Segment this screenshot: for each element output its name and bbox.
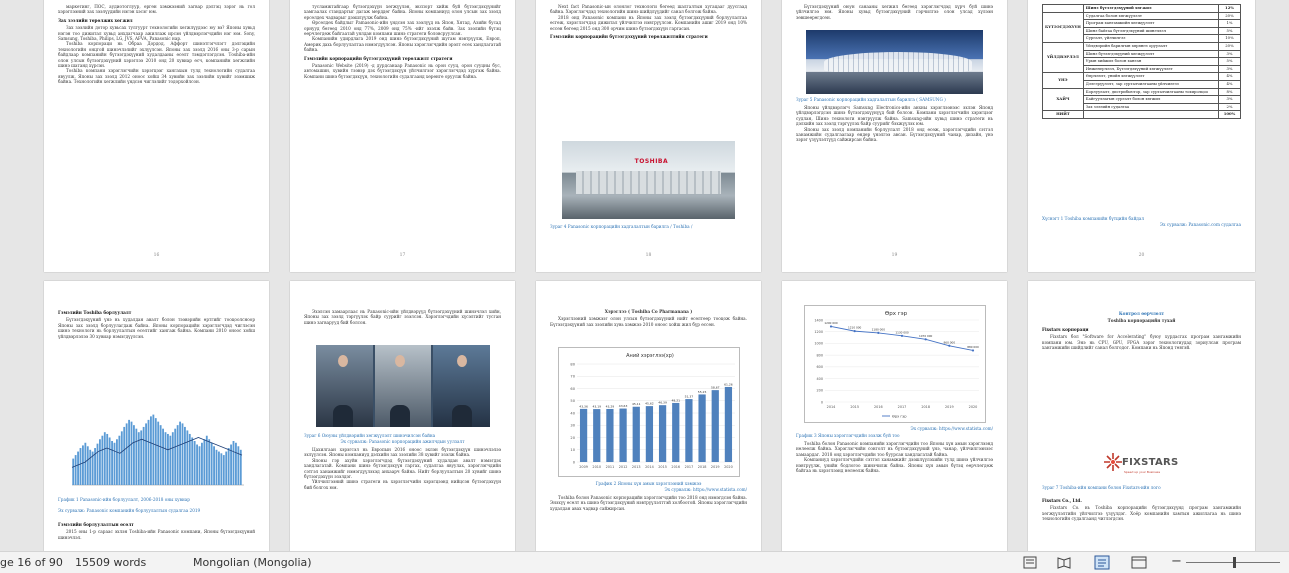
total-label: НИЙТ (1043, 111, 1084, 119)
section-heading: Хэрэглээ ( Тоshiba Co Pharmanana ) (604, 309, 693, 314)
bar (194, 441, 196, 485)
paragraph: Компаниуд хэрэглэгчдийн сэтгэл ханамжийг дээшлүүлэхийн тулд шинэ үйлчилгээ нэвтрүүлж, үнийн бодлогоо шинэчилж байна. Японы хүн амын бүтэц өөрчлөгдөж байгаа нь хэрэглээнд нөлөөлж байна. (796, 457, 993, 474)
data-point (877, 332, 879, 334)
focus-mode-icon[interactable] (1022, 555, 1038, 570)
x-tick-label: 2014 (645, 465, 654, 469)
y-tick-label: 80 (570, 362, 575, 367)
page-text (796, 4, 993, 20)
data-label: 45,11 (631, 402, 641, 407)
bar (218, 452, 220, 485)
x-tick-label: 2013 (631, 465, 641, 469)
print-layout-icon[interactable] (1094, 555, 1110, 570)
page-17[interactable] (290, 0, 515, 272)
bar (201, 443, 203, 485)
table-group-label: ХАЙЧ (1043, 88, 1084, 111)
page-text (304, 447, 501, 490)
page-text (550, 4, 747, 41)
legend-label: Өрх гэр (892, 414, 907, 419)
table-group-label: БҮТЭЭГДЭХҮҮН (1043, 12, 1084, 42)
section-heading: Fixstars корпораци (1042, 326, 1089, 332)
paragraph: Бүтээгдэхүүний үнэ нь худалдан авалт болон тээвэрийн өртгийг тооцоолсноор Японы зах зээлд борлуулагдаж байна. Японы корпорацийн хэрэглэгчдэд чиглэсэн шинэ технологи нь борлуулалтын өсөлтийг хангаж байна. Компани 2010 оноос хойш үйлдвэрлэлээ 30 хувиар нэмэгдүүлсэн. (58, 317, 255, 339)
bar (101, 436, 103, 485)
bar (191, 437, 193, 485)
figure-source: Эх сурвалж: Рanasonic корпорацийн ажилчдын уулзалт (340, 439, 465, 444)
bar (580, 409, 587, 462)
page-21[interactable] (44, 281, 269, 551)
y-tick-label: 1200 (814, 330, 823, 335)
bar (143, 427, 145, 485)
x-tick-label: 2017 (897, 405, 907, 409)
table-cell-label: Зах зээлийн судалгаа (1083, 103, 1218, 111)
x-tick-label: 2011 (605, 465, 615, 469)
y-tick-label: 0 (820, 400, 823, 405)
table-cell-value: 8% (1219, 88, 1241, 96)
figure-caption: График 1 Рanasonic-ийн борлуулалт, 2006-2018 оны хувиар (58, 497, 190, 502)
data-label: 43,29 (605, 404, 615, 409)
bar (606, 409, 613, 462)
y-tick-label: 1000 (814, 341, 823, 346)
page-text (796, 441, 993, 473)
y-tick-label: 400 (816, 376, 823, 381)
figure-caption: График 3 Японы хэрэглэгчдийн эзэлж буй тоо (796, 433, 900, 438)
bar (619, 409, 626, 462)
y-tick-label: 1400 (814, 318, 823, 323)
page-number: 18 (645, 253, 652, 258)
paragraph: Рanasonic Website (2019) -д дурдсанаар Рanasonic нь орон сууц, орон сууцны бус, автомашин, хувийн тээвэр дэх бүтээгдэхүүн үйлчилгээг хэрэглэгчдэд хүргэж байна. Компани шинэ бүтээгдэхүүн, технологийн судалгаанд хөрөнгө оруулж байна. (304, 63, 501, 79)
bar (712, 390, 719, 462)
bar (87, 446, 89, 485)
x-tick-label: 2014 (826, 405, 836, 409)
bar (118, 436, 120, 485)
bar (659, 405, 666, 462)
data-label: 43,36 (579, 404, 588, 409)
bar (75, 455, 77, 485)
bar (672, 403, 679, 462)
section-heading: Гэмэлийн борлуулалтын өсөлт (58, 522, 134, 527)
bar (123, 427, 125, 485)
x-tick-label: 2019 (710, 465, 720, 469)
paragraph: 2018 онд Рanasonic компани нь Японы зах зээлд бүтээгдэхүүний борлуулалтаа өсгөж, хэрэглэгчдэд дижитал үйлчилгээ нэвтрүүлсэн. Компанийн ашиг 2019 онд 10% өссөн бөгөөд 2015 онд 300 орчим шинэ бүтээгдэхүүн гаргасан. (550, 14, 747, 31)
bar (225, 452, 227, 485)
table-source: Эх сурвалж: Panasonic.com судалгаа (1159, 222, 1241, 227)
data-label: 880 000 (967, 344, 979, 349)
data-point (925, 338, 927, 340)
table-cell-value: 20% (1219, 12, 1241, 20)
page-text (796, 105, 993, 143)
table-cell-label: Судалгаа болон хөгжүүлэлт (1083, 12, 1218, 20)
bar (172, 432, 174, 485)
header-value: 12% (1219, 5, 1241, 13)
bar (133, 425, 135, 485)
bar (698, 394, 705, 462)
bar (155, 418, 157, 485)
bar (228, 448, 230, 485)
bar (725, 387, 732, 462)
y-tick-label: 50 (570, 399, 575, 404)
paragraph: тусламжтайгаар бүтээгдэхүүн хөгжүүлэн, экспорт хийж буй бүтээгдэхүүнийг хамгаалах стандартыг дагаж мөрддөг байна. Японы компаниуд олон улсын зах зээлд өрсөлдөх чадварыг дээшлүүлж байна. (304, 4, 501, 20)
structure-table (1042, 4, 1241, 119)
bar (97, 444, 99, 485)
table-caption: Хүснэгт 1 Тоshiba компанийн бүтцийн байдал (1042, 216, 1144, 221)
page-24[interactable] (782, 281, 1007, 551)
table-cell-value: 5% (1219, 58, 1241, 66)
bar (89, 450, 91, 485)
figure-source: Эх сурвалж: Рanasonic компанийн борлуулалтын судалгаа 2019 (58, 508, 201, 513)
page-text (58, 519, 255, 540)
data-label: 1070 000 (918, 333, 933, 338)
page-number: 17 (399, 253, 406, 258)
table-cell-value: 4% (1219, 80, 1241, 88)
section-heading: Зах зээлийн төрөлжих хөгжил (58, 17, 133, 23)
x-tick-label: 2009 (579, 465, 588, 469)
figure-caption: Зураг 4 Рanasonic корпорацийн хадгалалтын барилга / Тoshiba / (550, 224, 693, 229)
y-tick-label: 600 (816, 365, 823, 370)
bar (128, 420, 130, 485)
paragraph: Японы зах зээлд компанийн борлуулалт 2018 онд өсөж, хэрэглэгчдийн сэтгэл ханамжийн судалгаагаар өндөр үнэлгээ авсан. Бүтээгдэхүүний чанар, дизайн, үнэ зэрэг үзүүлэлтүүд сайжирсан байна. (796, 126, 993, 143)
graph-2-frame (558, 347, 740, 477)
data-label: 1180 000 (871, 327, 886, 332)
page-16[interactable] (44, 0, 269, 272)
bar (114, 443, 116, 485)
bar (199, 446, 201, 485)
table-cell-label: Үйлдвэрийн барилгын хөрөнгө оруулалт (1083, 42, 1218, 50)
bar (109, 437, 111, 485)
total-value: 100% (1219, 111, 1241, 119)
paragraph: Цахилгаан хэрэгсэл нь Европын 2016 оноос эхлэн бүтээгдэхүүн шинэчлэлээ эхлүүлсэн. Японы компаниуд дэлхийн зах зээлийн 38 хувийг эзэлж байна. (304, 447, 501, 458)
bar (104, 432, 106, 485)
data-label: 51,37 (684, 394, 694, 399)
bar (235, 443, 237, 485)
paragraph: Эхэлсэн хамаарлаас нь Рanasonic-ийн үйлдвэрүүд бүтээгдэхүүний шинэчлэл хийн, Японы зах зээлд тэргүүлэх байр суурийг эзэлсэн. Хэрэглэгчдийн хүсэлтийг тусган шинэ загварууд бий болсон. (304, 309, 501, 325)
bar (211, 443, 213, 485)
paragraph: Fixstars бол "Software for Accelerating" буюу хурдасгах програм хангамжийн компани юм. Энэ нь CPU, GPU, FPGA зэрэг технологиудад зориулсан програм хангамжийн шийдлийг санал болгодог. Компани нь Японд төвтэй. (1042, 334, 1241, 351)
status-bar (0, 551, 1289, 573)
page-text (550, 307, 747, 327)
bar (184, 427, 186, 485)
table-header-row (1043, 5, 1241, 13)
paragraph: Next fact Panasonic-ын олонлог технологи бөгөөд шалгалтын хугацааг дуусгаад байна. Хэрэглэгчдэд технологийн шинэ шийдлүүдийг санал болгож байна. (550, 4, 747, 15)
page-text (304, 4, 501, 79)
paragraph: Өрсөлдөх байдлыг Рamasonic-ийн үндсэн зах зээлүүд нь Япон, Хятад, Азийн бусад орнууд бөгөөд 2010 онд 77%, 2009 онд 75% -ийг эзэлж байв. Зах зээлийн бүтэц өөрчлөгдөж байгаатай уялдан компани шинэ стратеги боловсруулсан. (304, 20, 501, 37)
bar (111, 441, 113, 485)
table-cell-label: Програм хангамжийн хөгжүүлэлт (1083, 20, 1218, 28)
bar (186, 430, 188, 485)
data-point (901, 335, 903, 337)
table-cell-value: 4% (1219, 73, 1241, 81)
table-row (1043, 12, 1241, 20)
page-text (58, 4, 255, 85)
page-count-indicator[interactable]: ge 16 of 90 (0, 556, 63, 569)
x-tick-label: 2016 (671, 465, 681, 469)
bar (106, 434, 108, 485)
page-25[interactable] (1028, 281, 1255, 551)
bar (99, 439, 101, 485)
figure-caption: График 2 Японы хүн амын хэрэглээний хэмжээ (595, 481, 702, 486)
figure-caption: Зураг 5 Рanasonic корпорацийн хадгалалтын барилга ( SAMSUNG ) (796, 97, 946, 102)
x-tick-label: 2020 (724, 465, 733, 469)
data-point (948, 345, 950, 347)
data-label: 45,62 (645, 401, 654, 406)
read-mode-icon[interactable] (1056, 555, 1072, 570)
page-text (58, 307, 255, 339)
table-total-row (1043, 111, 1241, 119)
fixstars-logo (1098, 449, 1184, 479)
section-heading: Тоshiba корпорацийн тухай (1107, 318, 1176, 324)
x-tick-label: 2015 (658, 465, 667, 469)
bar (140, 430, 142, 485)
bar (160, 425, 162, 485)
table-row (1043, 88, 1241, 96)
graph-3-frame (804, 305, 986, 423)
table-cell-label: Дэлгэрүүлэлт, зар сурталчилгааны үйлчилгээ (1083, 80, 1218, 88)
section-heading: Гэмэлийн Тоshiba борлуулалт (58, 310, 132, 315)
bar (203, 439, 205, 485)
bar (593, 409, 600, 462)
x-tick-label: 2018 (921, 405, 930, 409)
table-cell-value: 1% (1219, 20, 1241, 28)
table-cell-label: Сургалт, үйлчилгээ (1083, 35, 1218, 43)
data-label: 55,15 (697, 389, 707, 394)
section-heading: Контрол өөрчлөлт (1118, 311, 1165, 316)
data-point (972, 349, 974, 351)
x-tick-label: 2010 (592, 465, 602, 469)
paragraph: Тоshiba болон Рanasonic компанийн хэрэглэгчдийн тоо Японы хүн амын хэрэглээнд нөлөөлж байна. Хэрэглэгчийн сонголт нь бүтээгдэхүүний үнэ, чанар, үйлчилгээнээс хамаардаг. 2018 онд хэрэглэгчдийн тоо буурсан хандлагатай байна. (796, 441, 993, 457)
bar (135, 429, 137, 485)
section-heading: Гэмэлийн корпорацийн бүтээгдэхүүний төрөлжилт стратеги (304, 55, 453, 61)
bar (167, 434, 169, 485)
data-label: 960 000 (943, 340, 956, 345)
data-label: 58,67 (710, 385, 720, 390)
bar (165, 432, 167, 485)
table-cell-label: Инженерчлэл, Бүтээгдэхүүний хөгжүүлэлт (1083, 65, 1218, 73)
y-tick-label: 70 (570, 374, 575, 379)
figure-caption: Зураг 7 Тоshiba-ийн компани болон Fixstars-ийн лого (1042, 485, 1161, 490)
bar (196, 445, 198, 485)
bar (116, 439, 118, 485)
paragraph: Бүтээгдэхүүний оюун санааны хөгжил бөгөөд хэрэглэгчдэд хүрч буй шинэ үйлчилгээ юм. Японы хувьд бүтээгдэхүүний гэрчилгээ олон улсад хүлээн зөвшөөрөгдсөн. (796, 4, 993, 20)
paragraph: Тоshiba компани хэрэглэгчийн хэрэгцээг хангахын тулд технологийн судалгаа явуулж, Японы зах зээлд 2012 оноос хойш 34 хувийн зах зээлийн хувийг эзэмшиж байна. Технологийн хөгжлийн үндсэн чиглэлийг тодорхойлсон. (58, 68, 255, 85)
table-cell-value: 10% (1219, 35, 1241, 43)
figure-source: Эх сурвалж: https://www.statista.com/ (910, 426, 993, 431)
bar (179, 422, 181, 485)
data-label: 1290 000 (824, 320, 838, 325)
bar (213, 446, 215, 485)
bar (150, 416, 152, 485)
table-cell-value: 5% (1219, 27, 1241, 35)
bar (206, 436, 208, 485)
y-tick-label: 200 (816, 388, 823, 393)
bar (633, 407, 640, 462)
zoom-out-button[interactable]: − (1171, 554, 1182, 569)
data-point (854, 330, 856, 332)
header-label: Шинэ бүтээгдэхүүний хөгжил (1083, 5, 1218, 13)
word-count-indicator[interactable]: 15509 words (75, 556, 147, 569)
bar (216, 450, 218, 485)
paragraph: 2015 оны 1-р сараас эхлэн Тоshiba-ийн Рanasonic компани, Японы бүтээгдэхүүний шинэчлэл. (58, 529, 255, 540)
table-cell-value: 2% (1219, 103, 1241, 111)
bar (646, 406, 653, 462)
y-tick-label: 0 (572, 460, 575, 465)
x-tick-label: 2012 (618, 465, 628, 469)
bar (157, 422, 159, 485)
table-cell-label: Борлуулалт, дистрибьютор, зар сурталчилгааны тохиролцоо (1083, 88, 1218, 96)
x-tick-label: 2016 (874, 405, 883, 409)
chart-title: Өрх гэр (884, 311, 908, 317)
x-tick-label: 2019 (945, 405, 954, 409)
paragraph: Компанийн удирдлага 2019 онд шинэ бүтээгдэхүүний шугам нэвтрүүлж, Европ, Америк дахь борлуулалтаа нэмэгдүүлсэн. Японы хэрэглэгчдийн эрэлт өсөх хандлагатай байна. (304, 36, 501, 53)
bar (233, 441, 235, 485)
table-cell-value: 20% (1219, 42, 1241, 50)
bar (77, 452, 79, 485)
y-tick-label: 40 (570, 411, 575, 416)
samsung-stadium-photo (806, 30, 983, 94)
x-tick-label: 2018 (697, 465, 707, 469)
paragraph: Японы гэр ахуйн хэрэглэгчдэд бүтээгдэхүүний худалдан авалт нэмэгдэх хандлагатай. Компани шинэ бүтээгдэхүүн гаргах, судалгаа явуулах, хэрэглэгчдийн сэтгэл ханамжийг нэмэгдүүлэхэд анхаарч байна. Нийт борлуулалтын 20 хувийг шинэ бүтээгдэхүүн эзэлдэг. (304, 457, 501, 480)
data-label: 48,21 (671, 398, 681, 403)
table-cell-label: Урын хийжил болон ханган (1083, 58, 1218, 66)
data-label: 1130 000 (895, 330, 909, 335)
table-cell-label: Шинэ байгаа бүтээгдэхүүний шинэчлэл (1083, 27, 1218, 35)
page-23[interactable] (536, 281, 761, 551)
table-row (1043, 42, 1241, 50)
bar (685, 399, 692, 462)
bar (131, 422, 133, 485)
bar (162, 429, 164, 485)
table-cell-value: 3% (1219, 50, 1241, 58)
page-text (304, 309, 501, 325)
section-heading: Гэмэлийн корпорацийн бүтээгдэхүүний төрөлжилтийн стратеги (550, 34, 708, 40)
figure-caption: Зураг 6 Оюуны үйлдвэрийн хөгжүүлэлт шинэчилсэн байна (304, 433, 436, 438)
bar (237, 446, 239, 485)
graph-2-chart (559, 348, 741, 478)
fixstars-logo-tagline: Speed up your Business (1124, 470, 1161, 474)
y-tick-label: 20 (570, 435, 575, 440)
page-text (1042, 309, 1241, 350)
paragraph: Японы үйлдвэрлэгч Samsung Electronics-ийн анхны хэрэглээнээс эхлэн Японд үйлдвэрлэгдсэн шинэ бүтээгдэхүүнүүд бий болсон. Компани хэрэглэгчийн хэрэгцээг судлан, Шинэ технологи нэвтрүүлж байна. Samsung-ийн хувьд шинэ стратеги нь дэлхийн зах зээлд тэргүүлэх байр суурийг бэхжүүлэх юм. (796, 105, 993, 127)
data-label: 46,39 (658, 400, 667, 405)
toshiba-sign: TOSHIBA (634, 158, 669, 166)
data-label: 43,19 (592, 404, 602, 409)
paragraph: Fixstars Co. нь Тоshiba корпорацийн бүтээгдэхүүнд програм хангамжийн хөгжүүлэлтийн үйлчилгээ үзүүлдэг. Хоёр компанийн хамтын ажиллагаа нь шинэ технологийн судалгаанд чиглэгдсэн. (1042, 505, 1241, 522)
bar (174, 429, 176, 485)
bar (182, 423, 184, 485)
paragraph: маркетинг, ПОС, аудиотоглуур, өргөн хэмжээний загвар дэлгэц зэрэг нь гол хэрэглээний зах зээлүүдийн нэгэн хэсэг юм. (58, 4, 255, 15)
section-heading: Fixstars Co., Ltd. (1042, 498, 1082, 503)
table-cell-label: Байгууллагын сургалт болон хөгжил (1083, 96, 1218, 104)
data-label: 61,26 (724, 382, 733, 387)
table-group-label: ҮНЭ (1043, 73, 1084, 88)
graph-3-chart (805, 306, 987, 424)
y-tick-label: 800 (816, 353, 823, 358)
x-tick-label: 2015 (850, 405, 859, 409)
bar (72, 459, 74, 485)
bar (223, 455, 225, 485)
chart-title: Аний хэрэглээ(хр) (626, 353, 674, 359)
page-text (550, 495, 747, 511)
table-cell-label: Өөрчлөлт, үнийн хөгжүүлэлт (1083, 73, 1218, 81)
fixstars-logo-icon (1104, 453, 1122, 471)
table-row (1043, 73, 1241, 81)
web-layout-icon[interactable] (1131, 555, 1147, 570)
table-cell-label: Шинэ бүтээгдэхүүний хөгжүүлэлт (1083, 50, 1218, 58)
page-number: 19 (891, 253, 898, 258)
language-indicator[interactable]: Mongolian (Mongolia) (193, 556, 312, 569)
bar (169, 436, 171, 485)
bar (126, 423, 128, 485)
bar (80, 448, 82, 485)
zoom-slider-thumb[interactable] (1233, 557, 1236, 568)
data-point (830, 325, 832, 327)
y-tick-label: 10 (570, 448, 575, 453)
bar (84, 443, 86, 485)
data-label: 43,63 (618, 404, 628, 409)
data-label: 1210 000 (847, 325, 862, 330)
fixstars-logo-text: FIXSTARS (1122, 457, 1179, 468)
bar (208, 439, 210, 485)
paragraph: Зах зээлийн дотор хувьсах тулгуурт технологийн хөгжлүүдээс юу вэ? Японы хувьд нэгэн тоо дижитал хувьд анхдагчаар ажиллаж ирсэн үйлдвэрлэгчдийн нэг юм. Sony, Samsung, Toshiba, Philips, LG, JVS, AFVA, Panasonic нар. (58, 25, 255, 42)
page-18[interactable] (536, 0, 761, 272)
table-cell-value: 3% (1219, 65, 1241, 73)
bar (220, 453, 222, 485)
x-tick-label: 2017 (684, 465, 694, 469)
page-text (1042, 495, 1241, 522)
page-20[interactable] (1028, 0, 1255, 272)
table-cell-value: 3% (1219, 96, 1241, 104)
paragraph: Тоshiba корпораци нь Обраа Дордод, Аффорт шинэтгэгчлэгт дэлгэцийн технологийн онцгой шинэчлэлийг эхлүүлсэн. Японы зах зээлд 2016 оны 3-р сарын байдлаар компанийн бүтээгдэхүүний худалдааны өсөлт тэмдэглэгдсэн. Тоshiba-ийн олон улсын бүтээгдэхүүний хэрэглээ 2010 онд 20 хувиар өсч, компанийн хөгжлийн шинэ шатанд хүрсэн. (58, 41, 255, 69)
bar (148, 420, 150, 485)
page-number: 16 (153, 253, 160, 258)
bar (152, 415, 154, 485)
x-tick-label: 2020 (968, 405, 978, 409)
page-19[interactable] (782, 0, 1007, 272)
page-number: 20 (1138, 253, 1145, 258)
graph-1-chart (66, 389, 246, 493)
paragraph: Үйлчилгээний шинэ стратеги нь хэрэглэгчийн хэрэгцээнд нийцсэн бүтээгдэхүүн бий болгох юм. (304, 479, 501, 490)
y-tick-label: 30 (570, 423, 575, 428)
figure-source: Эх сурвалж: https://www.statista.com/ (664, 487, 747, 492)
meeting-photo (316, 345, 490, 427)
bar (82, 445, 84, 485)
page-22[interactable] (290, 281, 515, 551)
toshiba-building-photo (562, 141, 735, 219)
paragraph: Хэрэглээний хэмжээг олон улсын бүтээгдэхүүний нийт өсөлтөөр тооцож байна. Бүтээгдэхүүний зах зээлийн хувь хэмжээ 2010 оноос хойш жил бүр өссөн. (550, 316, 747, 327)
y-tick-label: 60 (570, 386, 575, 391)
table-group-label: ҮЙЛДВЭРЛЭЛ (1043, 42, 1084, 72)
bar (121, 431, 123, 485)
bar (145, 423, 147, 485)
bar (177, 425, 179, 485)
paragraph: Тоshiba болон Рanasonic корпорацийн хэрэглэгчдийн тоо 2018 онд нэмэгдсэн байна. Энэхүү өсөлт нь шинэ бүтээгдэхүүний нэвтрүүлэлттэй холбоотой. Японы хэрэглэгчдийн худалдан авах чадвар сайжирсан. (550, 495, 747, 511)
